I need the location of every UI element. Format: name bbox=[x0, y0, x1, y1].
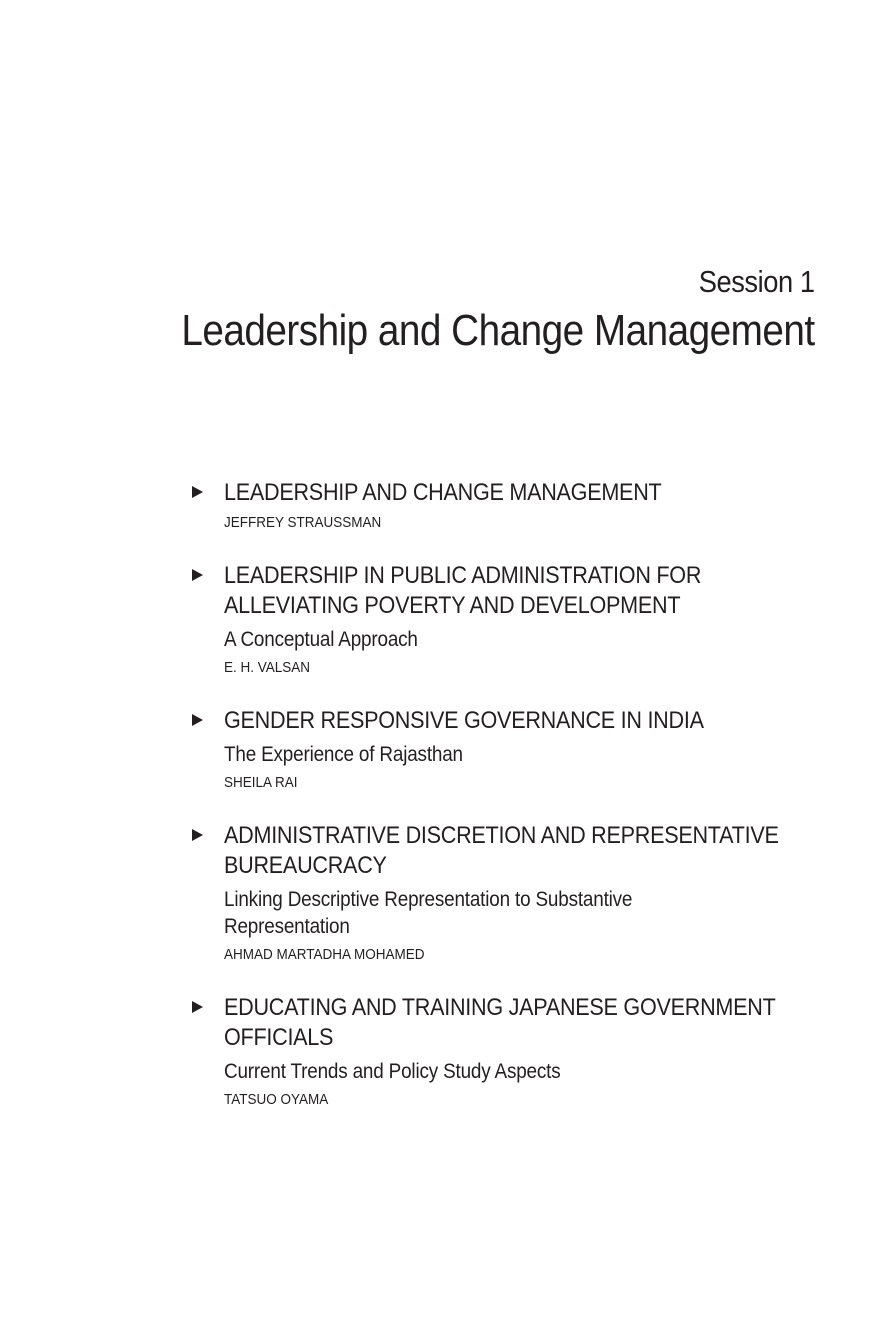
item-title-line: GENDER RESPONSIVE GOVERNANCE IN INDIA bbox=[224, 707, 704, 734]
item-title-line: EDUCATING AND TRAINING JAPANESE GOVERNMENT bbox=[224, 994, 776, 1021]
item-subtitle bbox=[224, 1058, 764, 1085]
item-subtitle-line: Current Trends and Policy Study Aspects bbox=[224, 1060, 561, 1083]
toc-item bbox=[190, 706, 810, 793]
item-title-line: LEADERSHIP IN PUBLIC ADMINISTRATION FOR bbox=[224, 562, 702, 589]
item-subtitle bbox=[224, 626, 764, 653]
item-title bbox=[224, 706, 800, 736]
item-title-line: LEADERSHIP AND CHANGE MANAGEMENT bbox=[224, 479, 662, 506]
session-header bbox=[95, 262, 815, 358]
item-title bbox=[224, 993, 800, 1053]
item-title bbox=[224, 561, 800, 621]
item-subtitle-line: Linking Descriptive Representation to Substantive bbox=[224, 888, 633, 911]
triangle-bullet-icon bbox=[192, 1001, 203, 1013]
item-title-line: BUREAUCRACY bbox=[224, 852, 387, 879]
item-title-line: ALLEVIATING POVERTY AND DEVELOPMENT bbox=[224, 592, 681, 619]
item-title-line: ADMINISTRATIVE DISCRETION AND REPRESENTATIVE bbox=[224, 822, 779, 849]
item-title bbox=[224, 821, 800, 881]
item-author: SHEILA RAI bbox=[224, 774, 298, 791]
session-title: Leadership and Change Management bbox=[181, 306, 815, 355]
triangle-bullet-icon bbox=[192, 486, 203, 498]
item-author: E. H. VALSAN bbox=[224, 659, 311, 676]
item-author: AHMAD MARTADHA MOHAMED bbox=[224, 946, 425, 963]
toc-item bbox=[190, 821, 810, 965]
item-title bbox=[224, 478, 800, 508]
item-subtitle-line: Representation bbox=[224, 915, 350, 938]
table-of-contents bbox=[190, 478, 810, 1138]
toc-item bbox=[190, 993, 810, 1110]
item-author: JEFFREY STRAUSSMAN bbox=[224, 514, 382, 531]
triangle-bullet-icon bbox=[192, 829, 203, 841]
session-label: Session 1 bbox=[699, 264, 815, 299]
item-title-line: OFFICIALS bbox=[224, 1024, 334, 1051]
item-subtitle bbox=[224, 886, 764, 940]
toc-item bbox=[190, 561, 810, 678]
item-author: TATSUO OYAMA bbox=[224, 1091, 329, 1108]
toc-item bbox=[190, 478, 810, 533]
triangle-bullet-icon bbox=[192, 714, 203, 726]
item-subtitle-line: The Experience of Rajasthan bbox=[224, 743, 463, 766]
triangle-bullet-icon bbox=[192, 569, 203, 581]
item-subtitle-line: A Conceptual Approach bbox=[224, 628, 418, 651]
item-subtitle bbox=[224, 741, 764, 768]
